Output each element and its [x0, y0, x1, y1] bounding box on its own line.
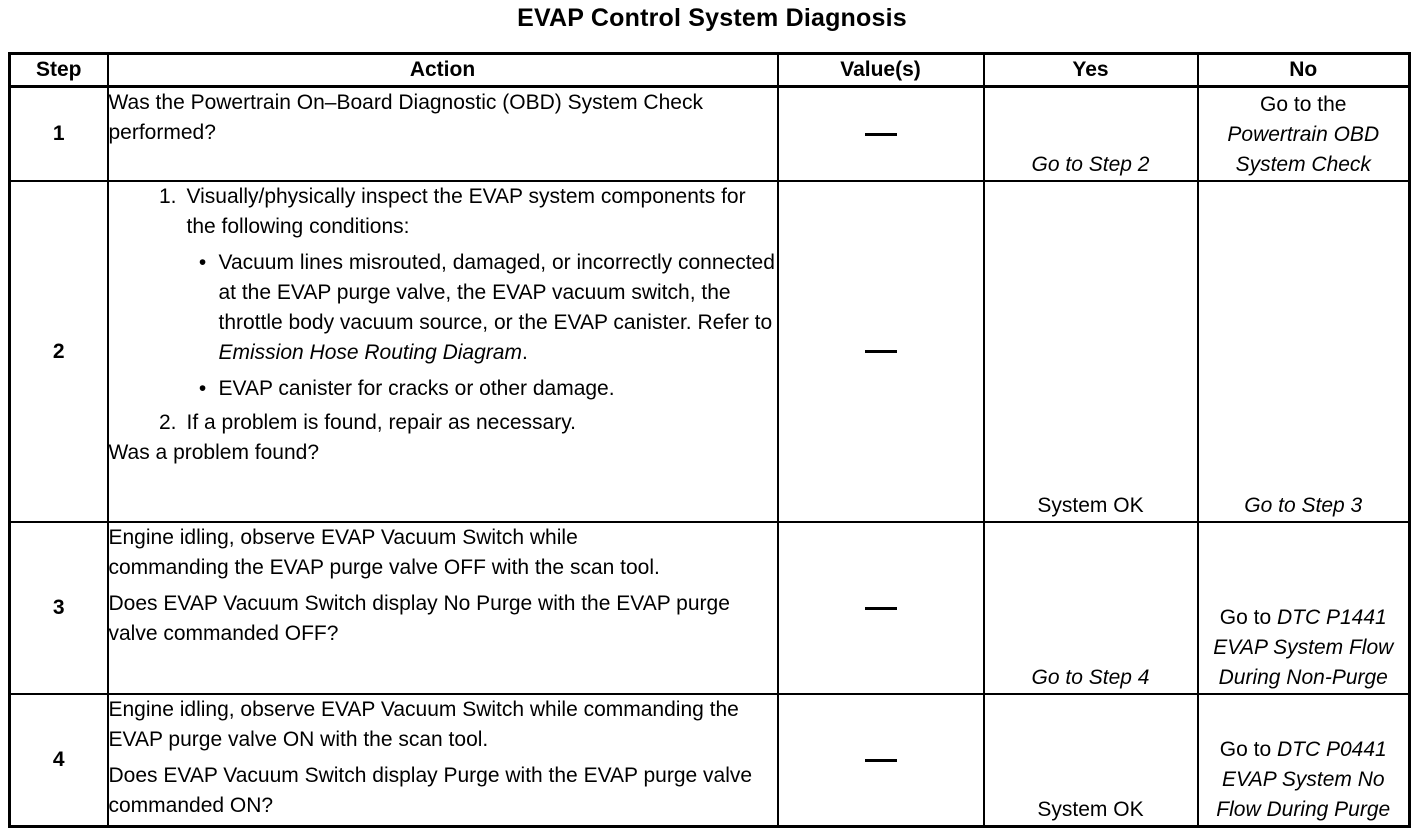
step-number: 4 [10, 694, 108, 827]
no-cell[interactable] [1198, 522, 1410, 694]
action-question: Does EVAP Vacuum Switch display Purge with the EVAP purge valve commanded ON? [108, 763, 753, 817]
no-cell[interactable] [1198, 87, 1410, 181]
diagnosis-table [8, 52, 1411, 828]
em-dash [865, 607, 897, 610]
item-number: 2. [158, 410, 177, 434]
document-title: EVAP Control System Diagnosis [517, 4, 907, 32]
condition-text: EVAP canister for cracks or other damage. [218, 376, 615, 400]
header-action: Action [108, 54, 778, 87]
table-row [10, 87, 1410, 181]
value-cell [778, 87, 984, 181]
header-yes: Yes [984, 54, 1198, 87]
value-cell [778, 694, 984, 827]
no-link[interactable]: DTC P1441 EVAP System Flow During Non-Purge [1213, 605, 1394, 689]
action-cell [108, 87, 778, 181]
em-dash [865, 759, 897, 762]
value-cell [778, 181, 984, 522]
action-instruction: Engine idling, observe EVAP Vacuum Switch while commanding the EVAP purge valve ON with the scan tool. [108, 697, 739, 751]
table-row [10, 522, 1410, 694]
yes-link[interactable]: Go to Step 4 [984, 522, 1198, 694]
hose-diagram-link[interactable]: Emission Hose Routing Diagram [218, 340, 522, 364]
procedure-list [109, 182, 777, 438]
item-number: 1. [158, 184, 177, 208]
em-dash [865, 133, 897, 136]
yes-result: System OK [984, 694, 1198, 827]
procedure-item [109, 182, 777, 404]
step-number: 1 [10, 87, 108, 181]
header-row [10, 54, 1410, 87]
condition-end: . [521, 340, 528, 364]
action-cell [108, 694, 778, 827]
action-instruction: Engine idling, observe EVAP Vacuum Switch while commanding the EVAP purge valve OFF with the scan tool. [108, 526, 660, 580]
action-question: Was a problem found? [108, 440, 320, 464]
header-step: Step [10, 54, 108, 87]
no-prefix: Go to [1219, 605, 1272, 629]
item-text: Visually/physically inspect the EVAP system components for the following conditions: [186, 184, 746, 238]
procedure-item [109, 408, 777, 438]
table-row [10, 181, 1410, 522]
step-number: 2 [10, 181, 108, 522]
value-cell [778, 522, 984, 694]
em-dash [865, 350, 897, 353]
no-cell[interactable] [1198, 694, 1410, 827]
table-row [10, 694, 1410, 827]
no-link[interactable]: Powertrain OBD System Check [1227, 122, 1380, 176]
action-cell [108, 522, 778, 694]
no-link[interactable]: DTC P0441 EVAP System No Flow During Purge [1216, 738, 1391, 821]
yes-result: System OK [984, 181, 1198, 522]
no-prefix: Go to [1219, 738, 1272, 761]
action-cell [108, 181, 778, 522]
action-question: Was the Powertrain On–Board Diagnostic (OBD) System Check performed? [108, 91, 703, 144]
no-link[interactable]: Go to Step 3 [1198, 181, 1410, 522]
step-number: 3 [10, 522, 108, 694]
bullet-icon: • [198, 376, 207, 400]
condition-item [187, 374, 777, 404]
bullet-icon: • [198, 250, 207, 274]
yes-link[interactable]: Go to Step 2 [984, 87, 1198, 181]
condition-item [187, 248, 777, 368]
header-no: No [1198, 54, 1410, 87]
condition-list [187, 248, 777, 404]
condition-text: Vacuum lines misrouted, damaged, or incorrectly connected at the EVAP purge valve, the EVAP vacuum switch, the throttle body vacuum source, or the EVAP canister. Refer to [218, 250, 775, 334]
no-prefix: Go to the [1260, 92, 1347, 116]
action-question: Does EVAP Vacuum Switch display No Purge with the EVAP purge valve commanded OFF? [108, 592, 730, 646]
header-values: Value(s) [778, 54, 984, 87]
item-text: If a problem is found, repair as necessary. [186, 410, 576, 434]
